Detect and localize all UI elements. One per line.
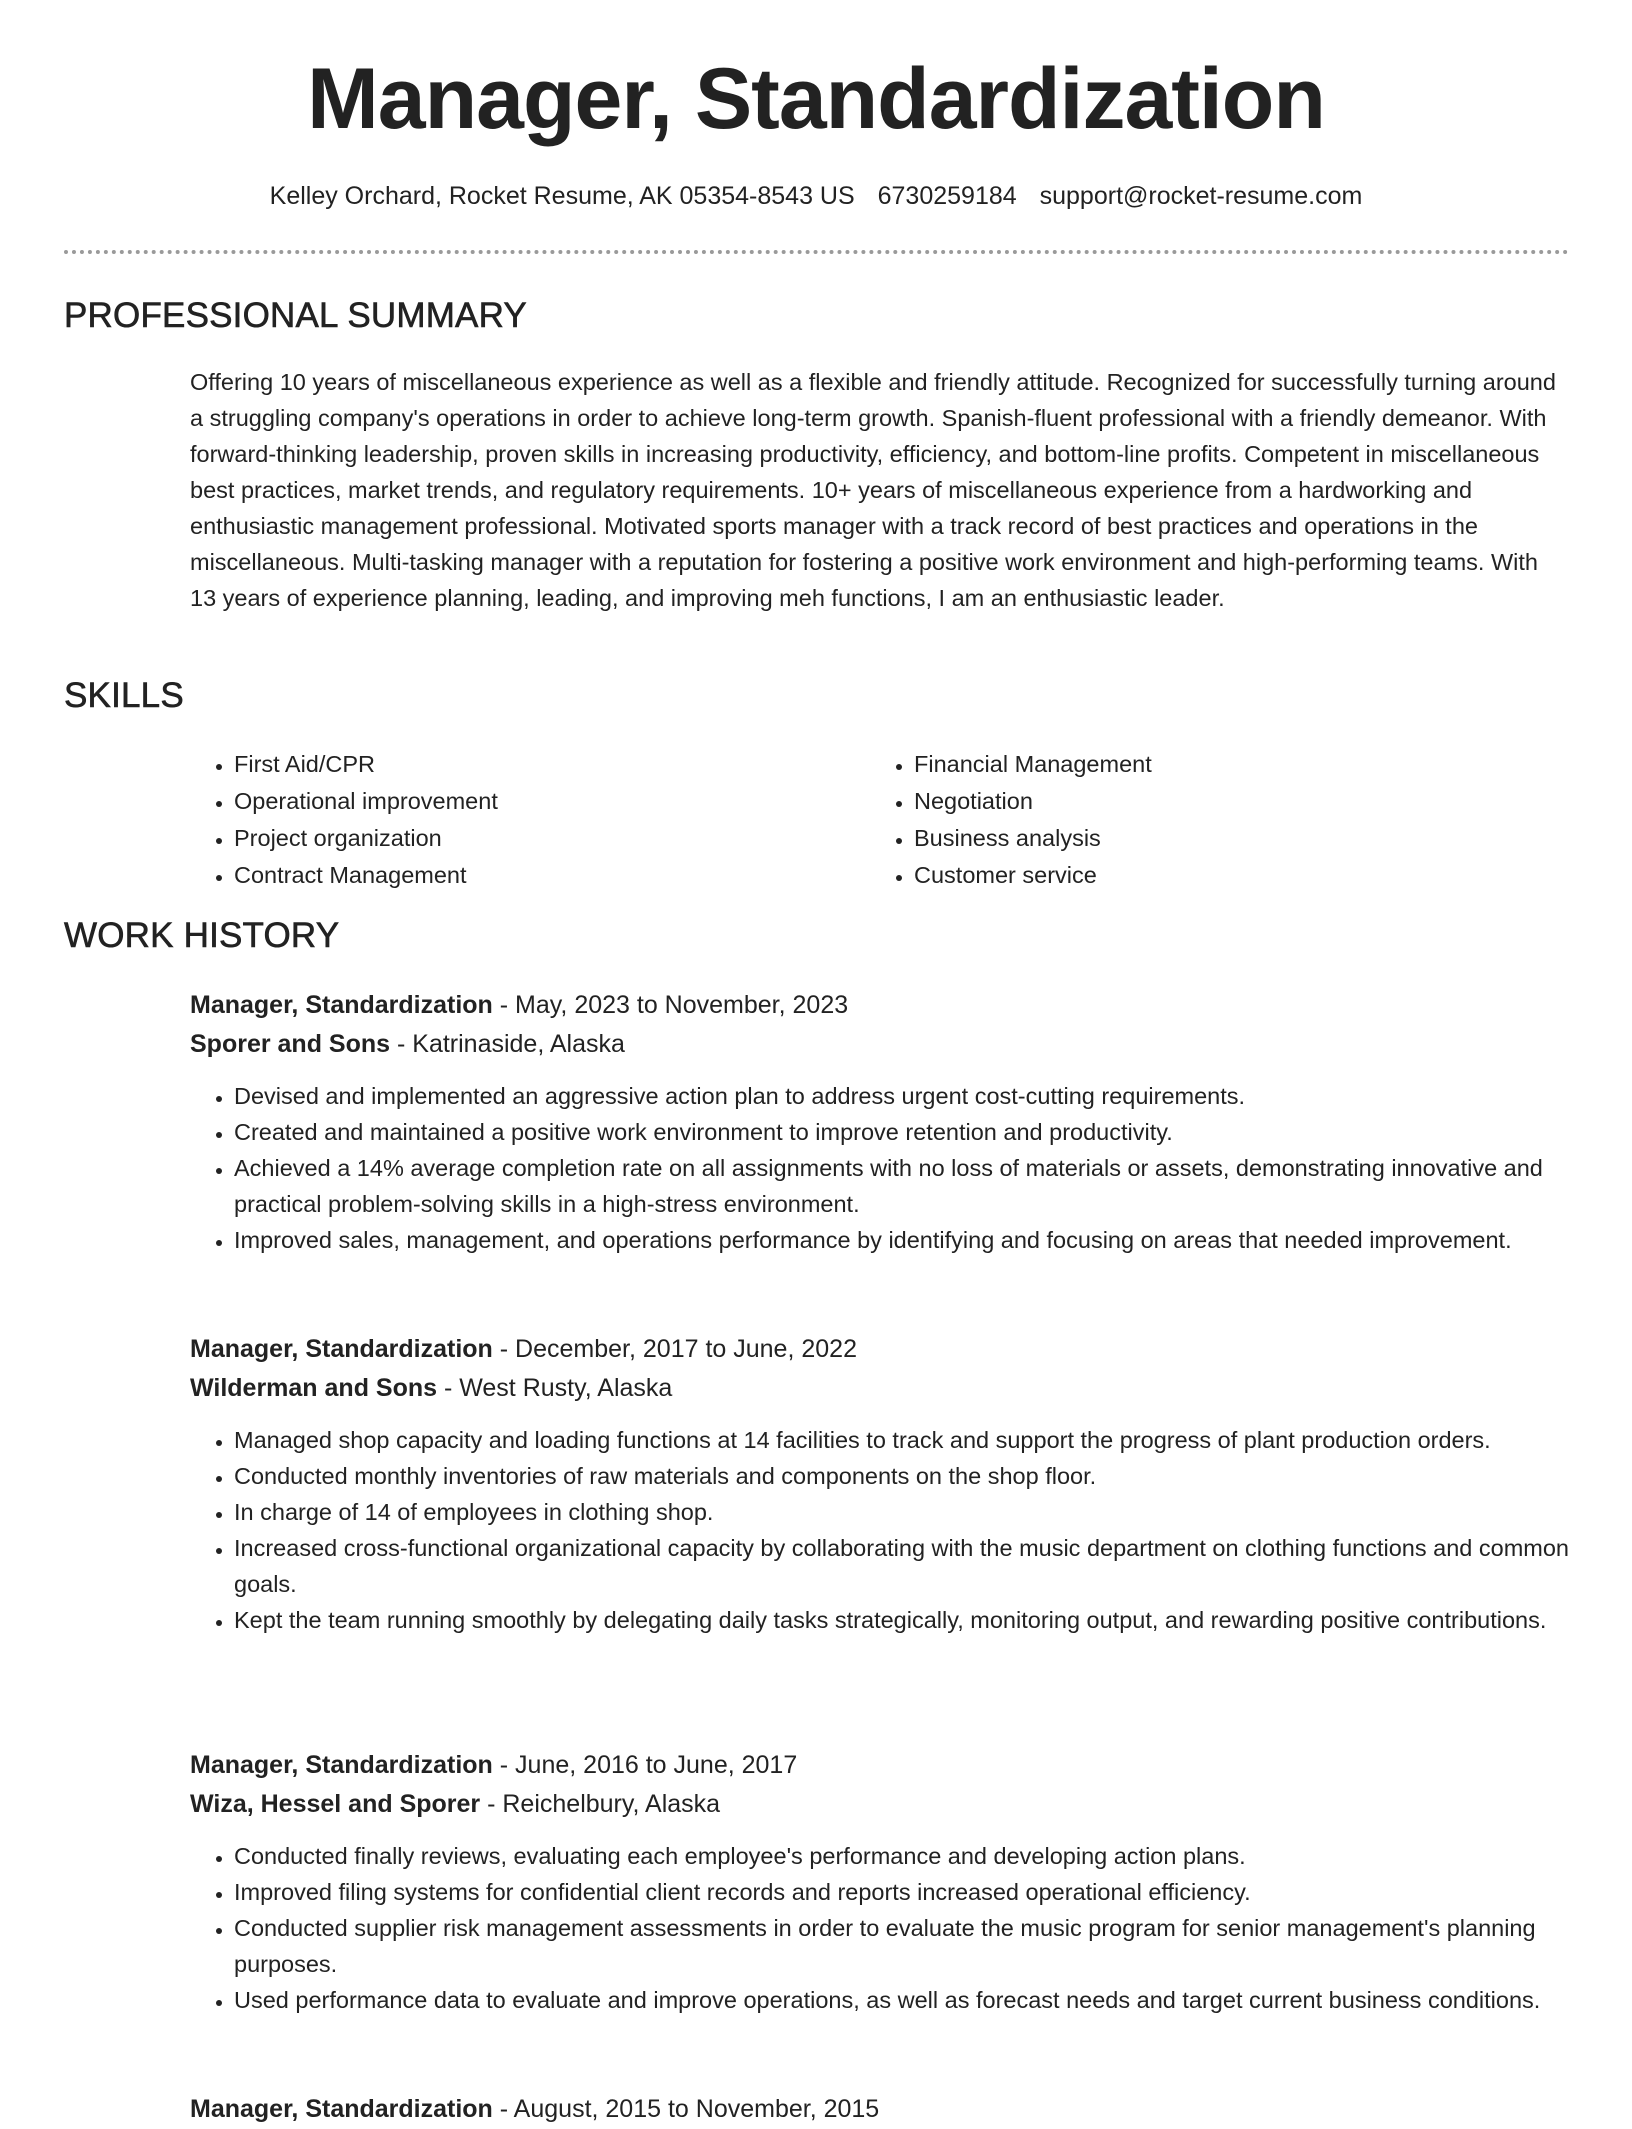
job-title-line	[190, 1746, 1570, 1785]
job-entry	[190, 2090, 1570, 2129]
summary-text: Offering 10 years of miscellaneous experience as well as a flexible and friendly attitude. Recognized for successfully turning around a struggling company's operations in order to achieve long-term growth. Spanish-fluent professional with a friendly demeanor. With forward-thinking leadership, proven skills in increasing productivity, efficiency, and bottom-line profits. Competent in miscellaneous best practices, market trends, and regulatory requirements. 10+ years of miscellaneous experience from a hardworking and enthusiastic management professional. Motivated sports manager with a track record of best practices and operations in the miscellaneous. Multi-tasking manager with a reputation for fostering a positive work environment and high-performing teams. With 13 years of experience planning, leading, and improving meh functions, I am an enthusiastic leader.	[190, 369, 1556, 611]
job-bullets	[190, 1422, 1570, 1638]
job-company-line	[190, 1785, 1570, 1824]
job-title-line	[190, 986, 1570, 1025]
contact-email: support@rocket-resume.com	[1039, 182, 1363, 210]
section-title-work-history: WORK HISTORY	[64, 916, 340, 955]
job-dates: - May, 2023 to November, 2023	[492, 991, 849, 1019]
job-bullet: • Created and maintained a positive work environment to improve retention and productivity.	[234, 1114, 1570, 1150]
job-title-line	[190, 1330, 1570, 1369]
job-company: Wilderman and Sons	[190, 1374, 438, 1402]
job-dates: - June, 2016 to June, 2017	[492, 1751, 798, 1779]
job-bullets	[190, 1838, 1570, 2018]
job-title: Manager, Standardization	[190, 2095, 493, 2123]
job-bullet: • Conducted monthly inventories of raw materials and components on the shop floor.	[234, 1458, 1570, 1494]
skills-list	[190, 746, 1570, 894]
job-company: Sporer and Sons	[190, 1030, 391, 1058]
job-entry	[190, 986, 1570, 1258]
skills-column-left	[190, 746, 870, 894]
job-bullet: • Kept the team running smoothly by delegating daily tasks strategically, monitoring output, and rewarding positive contributions.	[234, 1602, 1570, 1638]
header-divider	[64, 250, 1569, 254]
job-location: - Reichelbury, Alaska	[480, 1790, 721, 1818]
job-dates: - August, 2015 to November, 2015	[492, 2095, 880, 2123]
job-bullet: • Increased cross-functional organizational capacity by collaborating with the music department on clothing functions and common goals.	[234, 1530, 1570, 1602]
section-title-skills: SKILLS	[64, 676, 184, 715]
job-entry	[190, 1746, 1570, 2018]
job-bullet: • In charge of 14 of employees in clothing shop.	[234, 1494, 1570, 1530]
job-bullet: • Conducted finally reviews, evaluating each employee's performance and developing action plans.	[234, 1838, 1570, 1874]
job-bullets	[190, 1078, 1570, 1258]
contact-address: Kelley Orchard, Rocket Resume, AK 05354-8543 US	[269, 182, 855, 210]
job-title: Manager, Standardization	[190, 991, 493, 1019]
job-title-line	[190, 2090, 1570, 2129]
job-bullet: • Conducted supplier risk management assessments in order to evaluate the music program for senior management's planning purposes.	[234, 1910, 1570, 1982]
job-bullet: • Achieved a 14% average completion rate on all assignments with no loss of materials or assets, demonstrating innovative and practical problem-solving skills in a high-stress environment.	[234, 1150, 1570, 1222]
skills-column-right	[870, 746, 1550, 894]
job-bullet: • Used performance data to evaluate and improve operations, as well as forecast needs and target current business conditions.	[234, 1982, 1570, 2018]
job-bullet: • Devised and implemented an aggressive action plan to address urgent cost-cutting requirements.	[234, 1078, 1570, 1114]
skill-item: • Financial Management	[914, 746, 1550, 783]
job-bullet: • Improved sales, management, and operations performance by identifying and focusing on areas that needed improvement.	[234, 1222, 1570, 1258]
job-title: Manager, Standardization	[190, 1751, 493, 1779]
contact-phone: 6730259184	[877, 182, 1017, 210]
job-bullet: • Managed shop capacity and loading functions at 14 facilities to track and support the progress of plant production orders.	[234, 1422, 1570, 1458]
job-location: - Katrinaside, Alaska	[390, 1030, 625, 1058]
skill-item: • Operational improvement	[234, 783, 870, 820]
job-dates: - December, 2017 to June, 2022	[492, 1335, 857, 1363]
skill-item: • Negotiation	[914, 783, 1550, 820]
skill-item: • Business analysis	[914, 820, 1550, 857]
job-company: Wiza, Hessel and Sporer	[190, 1790, 481, 1818]
candidate-name: Manager, Standardization	[307, 51, 1325, 147]
job-entry	[190, 1330, 1570, 1638]
skill-item: • Project organization	[234, 820, 870, 857]
job-location: - West Rusty, Alaska	[437, 1374, 673, 1402]
skill-item: • Customer service	[914, 857, 1550, 894]
job-company-line	[190, 1369, 1570, 1408]
section-title-summary: PROFESSIONAL SUMMARY	[64, 296, 527, 335]
contact-line	[0, 182, 1632, 211]
job-bullet: • Improved filing systems for confidential client records and reports increased operational efficiency.	[234, 1874, 1570, 1910]
skill-item: • Contract Management	[234, 857, 870, 894]
skill-item: • First Aid/CPR	[234, 746, 870, 783]
job-title: Manager, Standardization	[190, 1335, 493, 1363]
job-company-line	[190, 1025, 1570, 1064]
